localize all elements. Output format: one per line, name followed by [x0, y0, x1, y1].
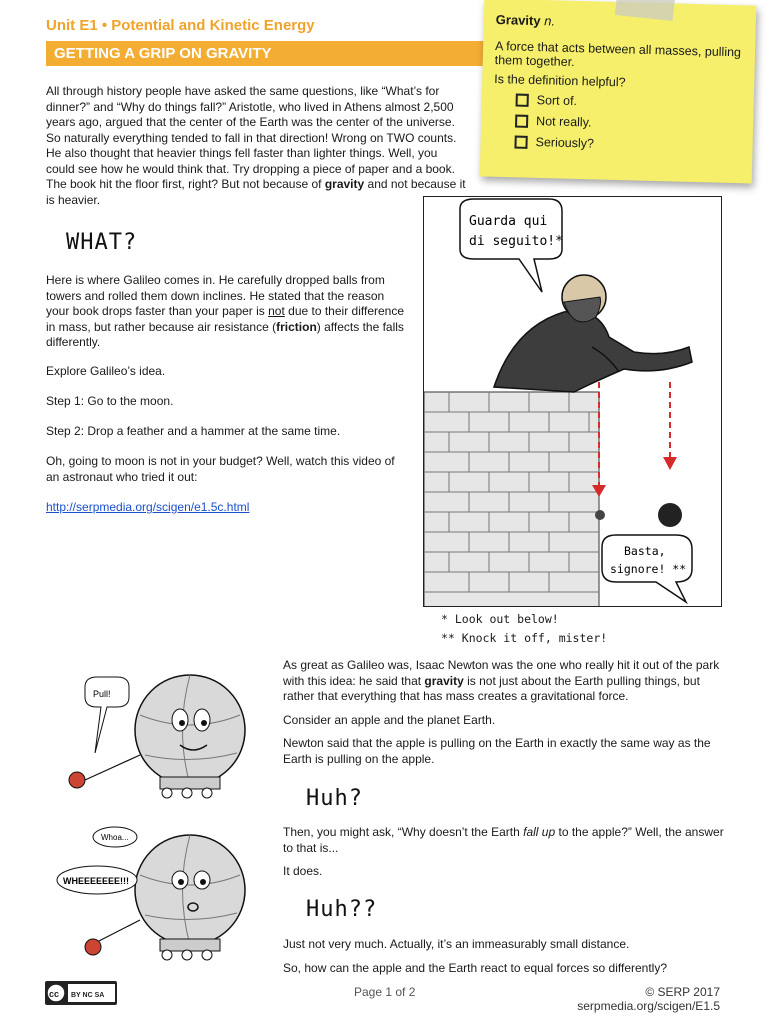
bubble-line-1: Guarda qui [469, 214, 548, 229]
definition-question: Is the definition helpful? [494, 71, 626, 90]
unit-title: Unit E1 • Potential and Kinetic Energy [46, 17, 315, 34]
bubble-line-2: di seguito!* [469, 234, 563, 249]
exclaim-what: WHAT? [66, 230, 138, 255]
large-ball [658, 503, 682, 527]
apple-icon [85, 939, 101, 955]
cc-license-text: BY NC SA [71, 992, 105, 999]
creative-commons-badge [45, 981, 117, 1005]
small-distance-text: Just not very much. Actually, it’s an immeasurably small distance. [283, 937, 630, 951]
checkbox-icon[interactable] [515, 114, 528, 127]
option-sort-of[interactable]: Sort of. [516, 93, 744, 113]
budget-text: Oh, going to moon is not in your budget? Well, watch this video of an astronaut who tried it out: [46, 454, 395, 484]
footnote-1: * Look out below! [441, 612, 559, 626]
newton-paragraph: As great as Galileo was, Isaac Newton was the one who really hit it out of the park with this idea: he said that gravity is not just about the Earth pulling things, but rather that everything that has mass creates a gravitational force. [283, 658, 720, 703]
svg-text:cc: cc [49, 989, 60, 999]
exclaim-huh-2: Huh?? [306, 897, 378, 922]
option-not-really[interactable]: Not really. [515, 114, 743, 134]
small-ball [595, 510, 605, 520]
explore-text: Explore Galileo’s idea. [46, 364, 166, 378]
it-does-text: It does. [283, 864, 323, 878]
video-link[interactable]: http://serpmedia.org/scigen/e1.5c.html [46, 500, 250, 514]
closing-question: So, how can the apple and the Earth react to equal forces so differently? [283, 961, 668, 975]
step-2: Step 2: Drop a feather and a hammer at the same time. [46, 424, 341, 438]
apple-icon [69, 772, 85, 788]
galileo-comic [423, 196, 722, 607]
planet-falling-cartoon [55, 825, 260, 975]
page-number: Page 1 of 2 [354, 985, 416, 999]
apple-earth-text: Consider an apple and the planet Earth. [283, 713, 496, 727]
option-seriously[interactable]: Seriously? [514, 135, 742, 155]
sticky-note-content [492, 12, 746, 161]
checkbox-icon[interactable] [514, 135, 527, 148]
fall-up-question: Then, you might ask, “Why doesn’t the Earth fall up to the apple?” Well, the answer to that is... [283, 825, 724, 855]
section-banner: GETTING A GRIP ON GRAVITY [46, 41, 516, 66]
whoa-speech: Whoa... [101, 833, 129, 842]
newton-said-text: Newton said that the apple is pulling on the Earth in exactly the same way as the Earth is pulling on the apple. [283, 736, 711, 766]
copyright: © SERP 2017 serpmedia.org/scigen/E1.5 [577, 985, 720, 1013]
checkbox-icon[interactable] [516, 93, 529, 106]
bubble2-line-2: signore! ** [610, 562, 687, 576]
arrow-down-icon [663, 457, 677, 470]
definition-term: Gravity n. [495, 12, 556, 29]
whee-speech: WHEEEEEEE!!! [63, 876, 130, 886]
galileo-paragraph: Here is where Galileo comes in. He carefully dropped balls from towers and rolled them down inclines. He stated that the reason your book drops faster than your paper is not due to their difference in mass, but rather because air resistance (friction) affects the falls differently. [46, 273, 405, 349]
footnote-2: ** Knock it off, mister! [441, 631, 608, 645]
pull-speech: Pull! [93, 689, 111, 699]
planet-pulling-apple-cartoon [55, 665, 260, 810]
definition-text: A force that acts between all masses, pulling them together. [494, 38, 742, 70]
galileo-illustration [424, 197, 722, 607]
exclaim-huh: Huh? [306, 786, 363, 811]
bubble2-line-1: Basta, [624, 544, 666, 558]
intro-paragraph: All through history people have asked the same questions, like “What’s for dinner?” and “Why do things fall?” Aristotle, who lived in Athens almost 2,500 years ago, argued that the center of the Earth was the center of the universe. So naturally everything tended to fall in that direction! Wrong on TWO counts. He also thought that heavier things fell faster than lighter things. Well, you could see how he would think that. Try dropping a piece of paper and a book. The book hit the floor first, right? But not because of gravity and not because it is heavier. [46, 84, 466, 207]
step-1: Step 1: Go to the moon. [46, 394, 174, 408]
